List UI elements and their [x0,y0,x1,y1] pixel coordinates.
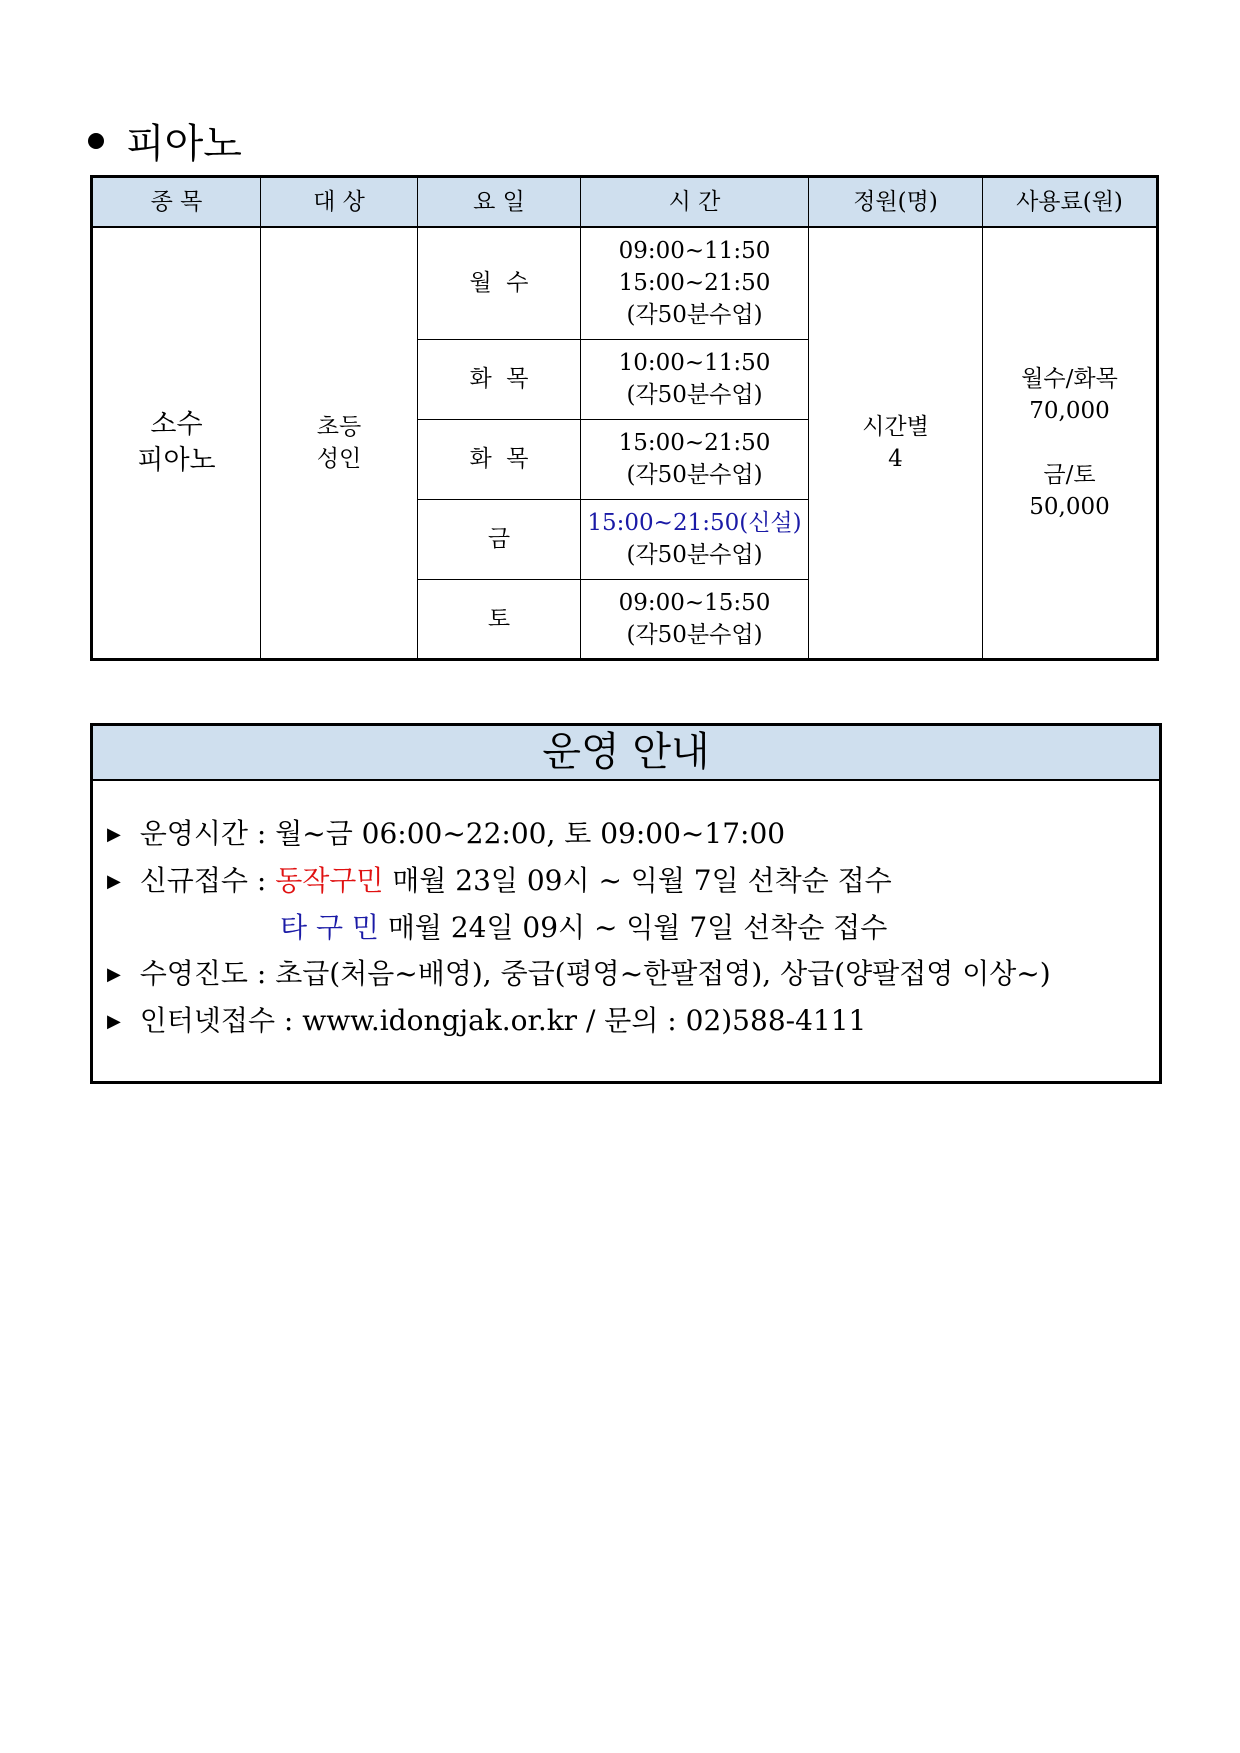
info-line-web [107,998,1159,1045]
resident-label: 동작구민 [275,864,384,897]
triangle-right-icon: ▶ [107,964,121,985]
section-title [88,112,242,169]
info-line-registration [107,858,1159,905]
level-label: 수영진도 : [139,957,267,990]
time-line: 15:00~21:50 [618,430,771,456]
time-cell [581,227,809,339]
time-cell [581,339,809,419]
target-cell [261,227,418,659]
time-line: (각50분수업) [626,462,763,488]
header-fee: 사용료(원) [983,177,1158,228]
day-cell: 금 [418,499,581,579]
time-line: 15:00~21:50 [618,270,771,297]
time-cell [581,419,809,499]
day-cell: 토 [418,579,581,659]
schedule-table [90,175,1159,661]
fee-line: 금/토 [1043,461,1096,488]
day-cell: 화 목 [418,339,581,419]
section-title-text: 피아노 [126,121,242,167]
info-title: 운영 안내 [93,726,1159,781]
info-body [93,781,1159,1045]
time-cell [581,579,809,659]
header-target: 대 상 [261,177,418,228]
info-line-registration-other [107,905,1159,951]
fee-line: 50,000 [1029,493,1110,520]
hours-value: 월~금 06:00~22:00, 토 09:00~17:00 [275,817,786,850]
time-line: (각50분수업) [626,382,763,408]
header-subject: 종 목 [92,177,261,228]
web-label: 인터넷접수 : [139,1004,294,1037]
other-resident-label: 타 구 민 [280,911,379,944]
header-capacity: 정원(명) [809,177,983,228]
fee-cell [983,227,1158,659]
hours-label: 운영시간 : [139,817,267,850]
header-day: 요 일 [418,177,581,228]
fee-line: 월수/화목 [1021,365,1118,392]
info-line-level [107,951,1159,998]
triangle-right-icon: ▶ [107,824,121,845]
other-resident-text: 매월 24일 09시 ~ 익월 7일 선착순 접수 [387,911,888,944]
info-line-hours [107,811,1159,858]
table-header-row [92,177,1158,228]
time-line: (각50분수업) [626,621,763,648]
triangle-right-icon: ▶ [107,871,121,892]
time-line: (각50분수업) [626,302,763,329]
target-line: 성인 [316,445,362,472]
time-line-new: 15:00~21:50(신설) [587,510,802,536]
info-box [90,723,1162,1084]
triangle-right-icon: ▶ [107,1011,121,1032]
capacity-cell [809,227,983,659]
registration-label: 신규접수 : [139,864,267,897]
fee-line: 70,000 [1029,397,1110,424]
time-line: 10:00~11:50 [618,350,771,376]
web-value: www.idongjak.or.kr / 문의 : 02)588-4111 [302,1004,867,1037]
time-line: (각50분수업) [626,542,763,568]
time-line: 09:00~11:50 [618,238,771,265]
time-cell [581,499,809,579]
bullet-icon [88,133,104,149]
capacity-line: 4 [888,445,903,472]
level-value: 초급(처음~배영), 중급(평영~한팔접영), 상급(양팔접영 이상~) [275,957,1051,990]
fee-spacer [983,427,1156,459]
day-cell: 월 수 [418,227,581,339]
subject-line: 소수 [150,408,203,440]
time-line: 09:00~15:50 [618,589,771,616]
subject-line: 피아노 [137,444,216,476]
day-cell: 화 목 [418,419,581,499]
header-time: 시 간 [581,177,809,228]
table-row [92,227,1158,339]
resident-text: 매월 23일 09시 ~ 익월 7일 선착순 접수 [392,864,892,897]
subject-cell [92,227,261,659]
capacity-line: 시간별 [862,413,929,440]
target-line: 초등 [316,413,362,440]
